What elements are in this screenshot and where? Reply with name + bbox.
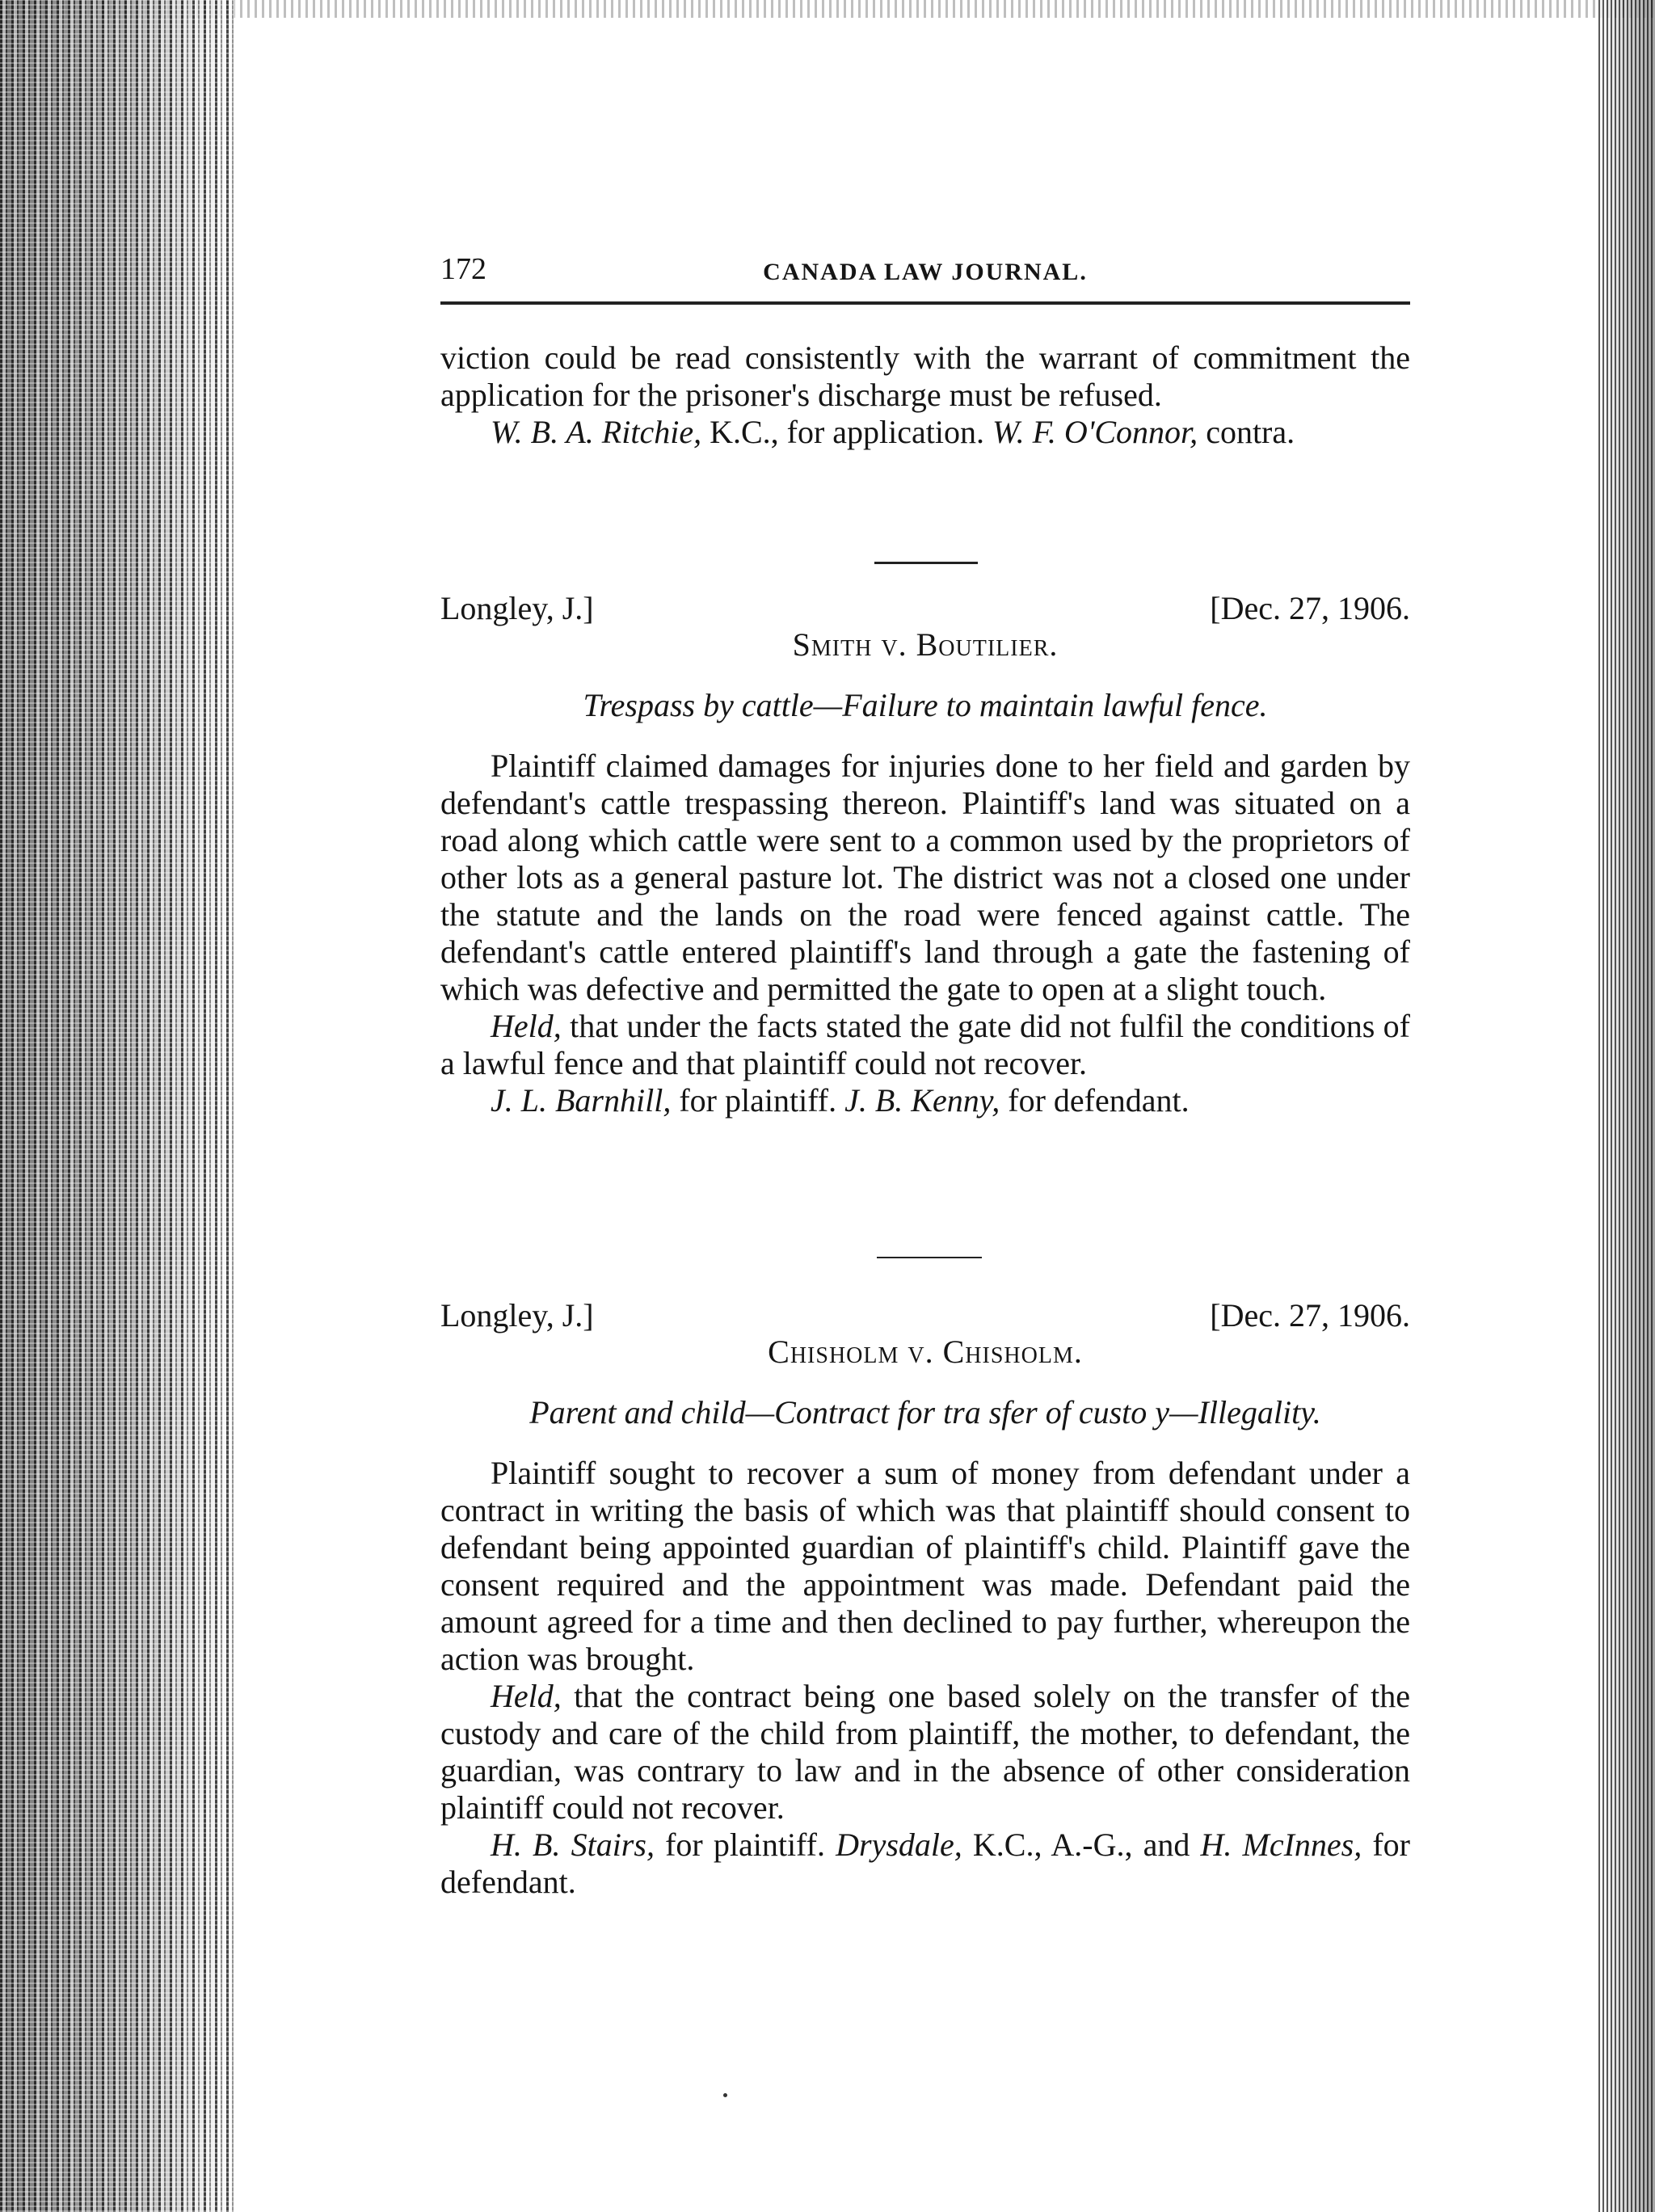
case-facts-paragraph: Plaintiff claimed damages for injuries done to her field and garden by defendant's cattle trespassing thereon. Plaintiff's land was situated on a road along which cattle were sent to a common used by the proprietors of other lots as a general pasture lot. The district was not a closed one under the statute and the lands on the road were fenced against cattle. The defendant's cattle entered plaintiff's land through a gate the fastening of which was defective and permitted the gate to open at a slight touch.: [440, 748, 1410, 1007]
print-speck: [723, 2093, 727, 2097]
counsel-text: for plaintiff.: [671, 1082, 845, 1119]
counsel-name: W. B. A. Ritchie,: [491, 414, 702, 450]
section-separator: [877, 1257, 982, 1258]
journal-title: CANADA LAW JOURNAL.: [763, 259, 1088, 285]
section-separator: [874, 562, 978, 564]
header-rule: [440, 301, 1410, 305]
continuation-paragraph: viction could be read consistently with the warrant of commitment the application for the prisoner's discharge must be refused.: [440, 339, 1410, 413]
judge-name: Longley, J.]: [440, 1297, 594, 1334]
counsel-name: Drysdale,: [836, 1826, 962, 1863]
page-number: 172: [440, 252, 486, 286]
case-subject: Parent and child—Contract for tra sfer of custo y—Illegality.: [529, 1394, 1321, 1430]
decision-date: [Dec. 27, 1906.: [1210, 590, 1410, 626]
counsel-name: H. B. Stairs,: [491, 1826, 655, 1863]
case-title: Smith v. Boutilier.: [792, 626, 1059, 663]
case-heading-line: [440, 590, 1410, 627]
counsel-text: K.C., A.-G., and: [962, 1826, 1201, 1863]
counsel-line: [440, 1082, 1410, 1119]
counsel-line: [440, 414, 1410, 451]
held-word: Held,: [491, 1678, 562, 1714]
counsel-name: J. B. Kenny,: [844, 1082, 1000, 1119]
held-text: that the contract being one based solely on the transfer of the custody and care of the child from plaintiff, the mother, to defendant, the guardian, was contrary to law and in the absence of other consideration plaintiff could not recover.: [440, 1678, 1410, 1826]
held-word: Held,: [491, 1008, 562, 1044]
case-body: [440, 1455, 1410, 1901]
document-page: [440, 0, 1418, 2212]
held-text: that under the facts stated the gate did not fulfil the conditions of a lawful fence and that plaintiff could not recover.: [440, 1008, 1410, 1081]
counsel-text: contra.: [1198, 414, 1295, 450]
held-paragraph: [440, 1678, 1410, 1826]
counsel-name: J. L. Barnhill,: [491, 1082, 672, 1119]
case-body: [440, 748, 1410, 1119]
counsel-text: for defendant.: [1000, 1082, 1190, 1119]
case-title: Chisholm v. Chisholm.: [768, 1334, 1083, 1370]
decision-date: [Dec. 27, 1906.: [1210, 1297, 1410, 1334]
counsel-text: for defendant.: [440, 1826, 1411, 1900]
counsel-text: K.C., for application.: [701, 414, 992, 450]
case-subject: Trespass by cattle—Failure to maintain lawful fence.: [583, 687, 1268, 723]
continuation-section: [440, 339, 1410, 451]
counsel-name: W. F. O'Connor,: [992, 414, 1198, 450]
counsel-text: for plaintiff.: [654, 1826, 836, 1863]
book-binding-left: [0, 0, 234, 2212]
book-binding-right: [1598, 0, 1655, 2212]
case-heading-line: [440, 1297, 1410, 1334]
running-header: [440, 251, 1410, 299]
judge-name: Longley, J.]: [440, 590, 594, 626]
counsel-name: H. McInnes,: [1200, 1826, 1362, 1863]
counsel-line: [440, 1826, 1410, 1901]
held-paragraph: [440, 1008, 1410, 1082]
case-facts-paragraph: Plaintiff sought to recover a sum of money from defendant under a contract in writing the basis of which was that plaintiff should consent to defendant being appointed guardian of plaintiff's child. Plaintiff gave the consent required and the appointment was made. Defendant paid the amount agreed for a time and then declined to pay further, whereupon the action was brought.: [440, 1455, 1410, 1677]
